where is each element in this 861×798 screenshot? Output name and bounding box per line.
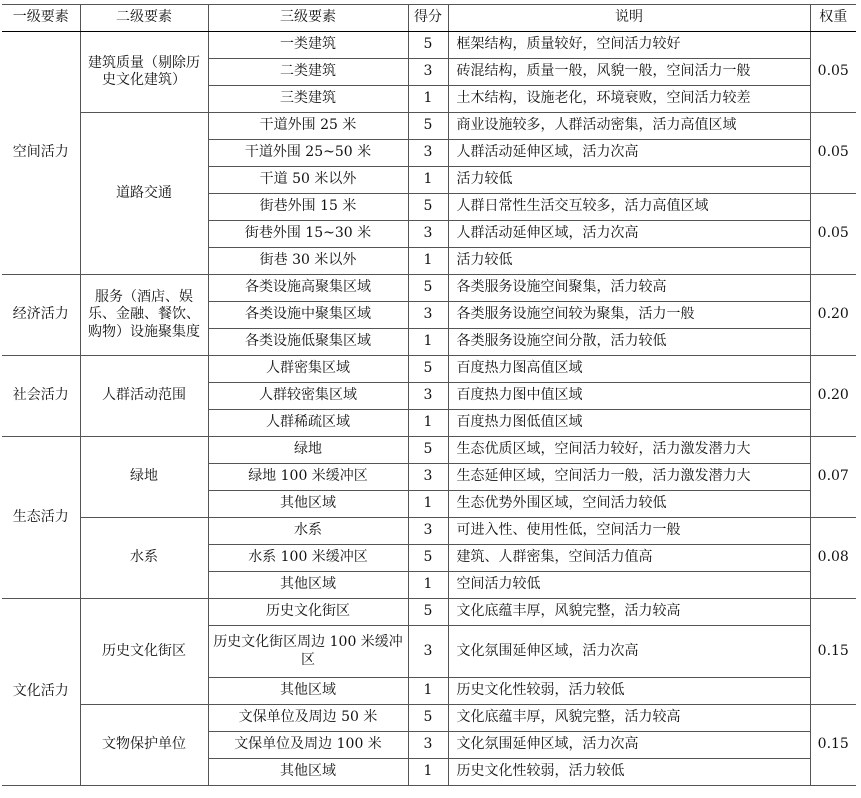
- level3-cell: 一类建筑: [208, 32, 408, 59]
- level2-cell: 历史文化街区: [80, 599, 208, 705]
- level1-cell: 空间活力: [2, 32, 80, 275]
- weight-cell: 0.20: [810, 356, 856, 437]
- description-cell: 历史文化性较弱，活力较低: [448, 678, 810, 705]
- description-cell: 文化氛围延伸区域，活力次高: [448, 732, 810, 759]
- description-cell: 人群日常性生活交互较多，活力高值区域: [448, 194, 810, 221]
- description-cell: 土木结构，设施老化，环境衰败，空间活力较差: [448, 86, 810, 113]
- level2-cell: 道路交通: [80, 113, 208, 275]
- level3-cell: 街巷外围 15 米: [208, 194, 408, 221]
- weight-cell: 0.07: [810, 437, 856, 518]
- description-cell: 生态优质区域，空间活力较好，活力激发潜力大: [448, 437, 810, 464]
- description-cell: 各类服务设施空间聚集，活力较高: [448, 275, 810, 302]
- description-cell: 人群活动延伸区域，活力次高: [448, 221, 810, 248]
- evaluation-table-container: [2, 4, 856, 786]
- header-level3: 三级要素: [208, 5, 408, 32]
- table-header-row: [2, 5, 856, 32]
- level3-cell: 其他区域: [208, 759, 408, 786]
- score-cell: 1: [408, 410, 448, 437]
- score-cell: 1: [408, 572, 448, 599]
- score-cell: 5: [408, 356, 448, 383]
- level3-cell: 三类建筑: [208, 86, 408, 113]
- description-cell: 砖混结构，质量一般，风貌一般，空间活力一般: [448, 59, 810, 86]
- description-cell: 各类服务设施空间较为聚集，活力一般: [448, 302, 810, 329]
- level2-cell: 建筑质量（剔除历史文化建筑）: [80, 32, 208, 113]
- level1-cell: 经济活力: [2, 275, 80, 356]
- header-weight: 权重: [810, 5, 856, 32]
- level3-cell: 其他区域: [208, 572, 408, 599]
- level2-cell: 水系: [80, 518, 208, 599]
- score-cell: 3: [408, 732, 448, 759]
- level3-cell: 街巷外围 15~30 米: [208, 221, 408, 248]
- score-cell: 3: [408, 221, 448, 248]
- level3-cell: 文保单位及周边 50 米: [208, 705, 408, 732]
- score-cell: 3: [408, 518, 448, 545]
- level3-cell: 各类设施中聚集区域: [208, 302, 408, 329]
- description-cell: 建筑、人群密集，空间活力值高: [448, 545, 810, 572]
- level3-cell: 干道 50 米以外: [208, 167, 408, 194]
- table-row: [2, 32, 856, 59]
- level3-cell: 人群密集区域: [208, 356, 408, 383]
- table-row: [2, 705, 856, 732]
- description-cell: 人群活动延伸区域，活力次高: [448, 140, 810, 167]
- level2-cell: 绿地: [80, 437, 208, 518]
- weight-cell: 0.20: [810, 275, 856, 356]
- description-cell: 可进入性、使用性低，空间活力一般: [448, 518, 810, 545]
- level2-cell: 文物保护单位: [80, 705, 208, 786]
- weight-cell: 0.05: [810, 194, 856, 275]
- level3-cell: 街巷 30 米以外: [208, 248, 408, 275]
- table-row: [2, 437, 856, 464]
- description-cell: 框架结构，质量较好，空间活力较好: [448, 32, 810, 59]
- score-cell: 1: [408, 491, 448, 518]
- weight-cell: 0.15: [810, 599, 856, 705]
- level3-cell: 人群较密集区域: [208, 383, 408, 410]
- description-cell: 生态延伸区域，空间活力一般，活力激发潜力大: [448, 464, 810, 491]
- weight-cell: 0.05: [810, 32, 856, 113]
- level3-cell: 历史文化街区: [208, 599, 408, 626]
- score-cell: 3: [408, 464, 448, 491]
- description-cell: 生态优势外围区域，空间活力较低: [448, 491, 810, 518]
- score-cell: 5: [408, 113, 448, 140]
- weight-cell: 0.08: [810, 518, 856, 599]
- score-cell: 1: [408, 248, 448, 275]
- table-row: [2, 518, 856, 545]
- level3-cell: 文保单位及周边 100 米: [208, 732, 408, 759]
- level3-cell: 历史文化街区周边 100 米缓冲区: [208, 626, 408, 678]
- score-cell: 5: [408, 545, 448, 572]
- level3-cell: 二类建筑: [208, 59, 408, 86]
- score-cell: 1: [408, 678, 448, 705]
- description-cell: 各类服务设施空间分散，活力较低: [448, 329, 810, 356]
- table-row: [2, 113, 856, 140]
- level1-cell: 社会活力: [2, 356, 80, 437]
- header-description: 说明: [448, 5, 810, 32]
- description-cell: 百度热力图中值区域: [448, 383, 810, 410]
- score-cell: 3: [408, 302, 448, 329]
- level3-cell: 人群稀疏区域: [208, 410, 408, 437]
- vitality-evaluation-table: [2, 4, 856, 786]
- description-cell: 空间活力较低: [448, 572, 810, 599]
- level1-cell: 文化活力: [2, 599, 80, 786]
- score-cell: 1: [408, 329, 448, 356]
- description-cell: 文化底蕴丰厚，风貌完整，活力较高: [448, 705, 810, 732]
- description-cell: 历史文化性较弱，活力较低: [448, 759, 810, 786]
- header-score: 得分: [408, 5, 448, 32]
- score-cell: 3: [408, 59, 448, 86]
- level2-cell: 服务（酒店、娱乐、金融、餐饮、购物）设施聚集度: [80, 275, 208, 356]
- level3-cell: 干道外围 25~50 米: [208, 140, 408, 167]
- level3-cell: 水系 100 米缓冲区: [208, 545, 408, 572]
- score-cell: 5: [408, 705, 448, 732]
- level3-cell: 各类设施低聚集区域: [208, 329, 408, 356]
- score-cell: 1: [408, 167, 448, 194]
- score-cell: 3: [408, 626, 448, 678]
- level3-cell: 水系: [208, 518, 408, 545]
- description-cell: 活力较低: [448, 248, 810, 275]
- header-level1: 一级要素: [2, 5, 80, 32]
- table-row: [2, 356, 856, 383]
- header-level2: 二级要素: [80, 5, 208, 32]
- score-cell: 1: [408, 759, 448, 786]
- description-cell: 文化氛围延伸区域，活力次高: [448, 626, 810, 678]
- level3-cell: 绿地: [208, 437, 408, 464]
- level3-cell: 其他区域: [208, 678, 408, 705]
- description-cell: 百度热力图高值区域: [448, 356, 810, 383]
- score-cell: 5: [408, 275, 448, 302]
- level3-cell: 绿地 100 米缓冲区: [208, 464, 408, 491]
- score-cell: 5: [408, 194, 448, 221]
- score-cell: 1: [408, 86, 448, 113]
- description-cell: 商业设施较多，人群活动密集，活力高值区域: [448, 113, 810, 140]
- description-cell: 文化底蕴丰厚，风貌完整，活力较高: [448, 599, 810, 626]
- description-cell: 百度热力图低值区域: [448, 410, 810, 437]
- level3-cell: 各类设施高聚集区域: [208, 275, 408, 302]
- weight-cell: 0.15: [810, 705, 856, 786]
- score-cell: 5: [408, 32, 448, 59]
- score-cell: 3: [408, 383, 448, 410]
- level3-cell: 干道外围 25 米: [208, 113, 408, 140]
- weight-cell: 0.05: [810, 113, 856, 194]
- table-row: [2, 599, 856, 626]
- table-body: [2, 32, 856, 786]
- description-cell: 活力较低: [448, 167, 810, 194]
- level1-cell: 生态活力: [2, 437, 80, 599]
- level3-cell: 其他区域: [208, 491, 408, 518]
- level2-cell: 人群活动范围: [80, 356, 208, 437]
- score-cell: 3: [408, 140, 448, 167]
- table-row: [2, 275, 856, 302]
- score-cell: 5: [408, 437, 448, 464]
- score-cell: 5: [408, 599, 448, 626]
